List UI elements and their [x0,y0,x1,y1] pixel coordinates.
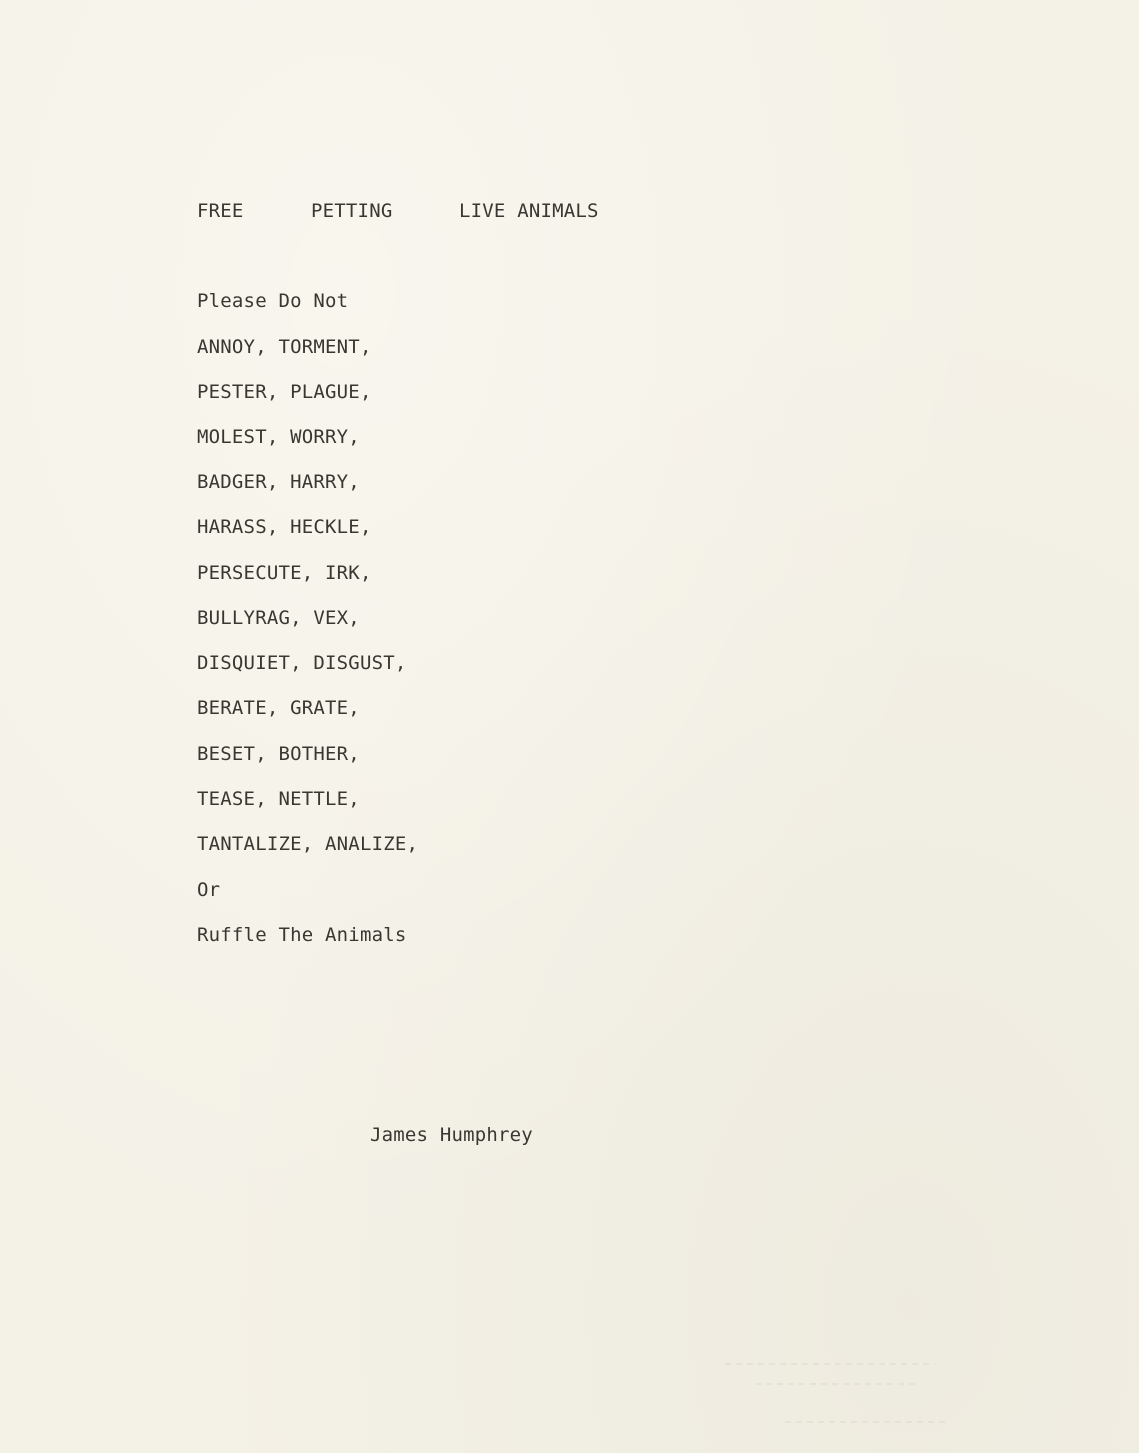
poem-line: DISQUIET, DISGUST, [197,652,407,674]
poem-body [197,290,419,946]
poem-line: TEASE, NETTLE, [197,788,360,810]
poem-line: Please Do Not [197,290,349,312]
poem-line: Ruffle The Animals [197,924,407,946]
poem-line: PESTER, PLAGUE, [197,381,372,403]
poem-line: MOLEST, WORRY, [197,426,360,448]
poem-line: TANTALIZE, ANALIZE, [197,833,419,855]
poem-line: BULLYRAG, VEX, [197,607,360,629]
poem-line: PERSECUTE, IRK, [197,562,372,584]
poem-line: Or [197,879,221,901]
header-word-free: FREE [197,200,244,222]
header-word-live-animals: LIVE ANIMALS [459,200,599,222]
poem-header [197,200,599,288]
poem-line: ANNOY, TORMENT, [197,336,372,358]
poem-line: HARASS, HECKLE, [197,516,372,538]
bleed-through-impression [715,1352,955,1432]
poem-line: BADGER, HARRY, [197,471,360,493]
author-signature: James Humphrey [370,1124,533,1146]
poem-line: BERATE, GRATE, [197,697,360,719]
header-word-petting: PETTING [311,200,393,222]
poem-line: BESET, BOTHER, [197,743,360,765]
